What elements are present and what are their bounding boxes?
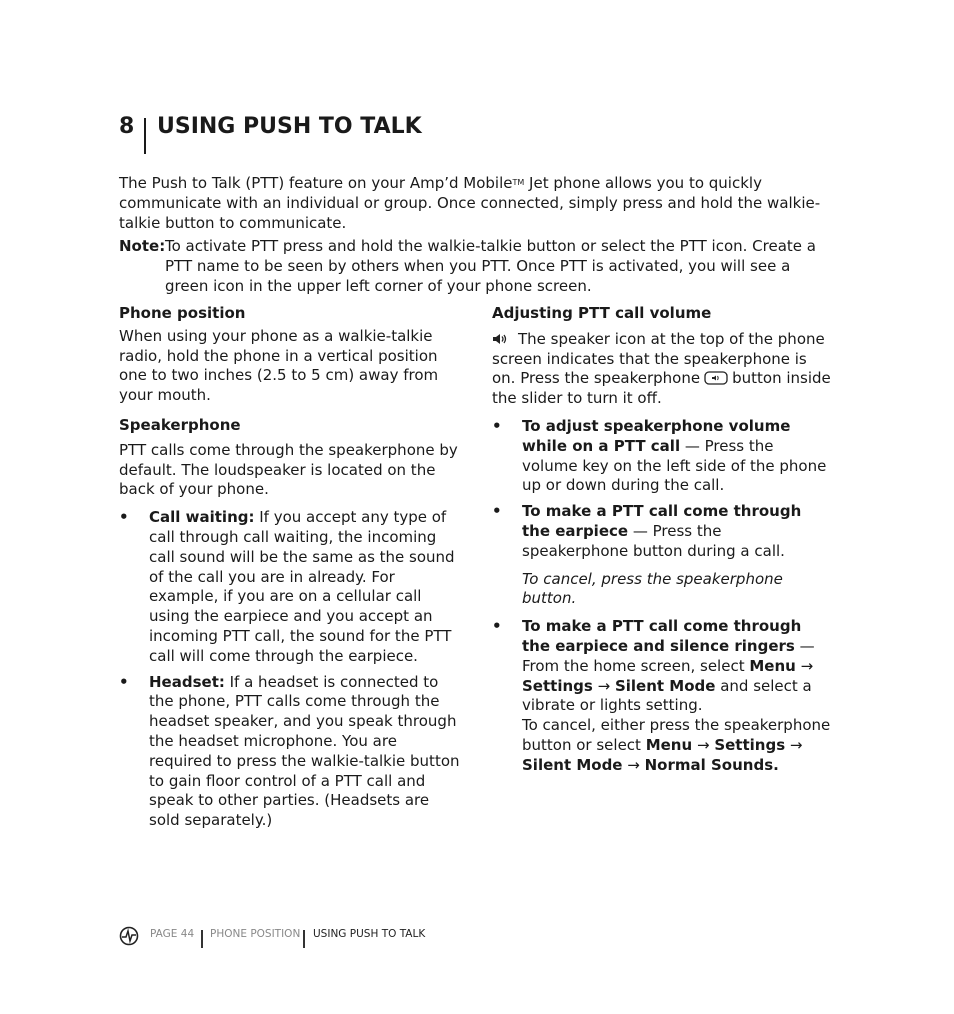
page-number: PAGE 44	[150, 928, 195, 940]
phone-position-heading: Phone position	[119, 304, 246, 322]
speaker-icon-paragraph	[492, 330, 832, 409]
speakerphone-text: PTT calls come through the speakerphone by default. The loudspeaker is located on the back of your phone.	[119, 440, 458, 499]
footer-chapter: USING PUSH TO TALK	[313, 928, 426, 940]
footer-divider	[201, 930, 203, 948]
speaker-icon	[492, 332, 510, 346]
chapter-number: 8	[119, 114, 135, 139]
earpiece-lead: To make a PTT call come through the earpiece	[522, 502, 802, 540]
adjusting-volume-heading: Adjusting PTT call volume	[492, 304, 712, 322]
call-waiting-text: If you accept any type of call through call waiting, the incoming call sound will be the same as the sound of the call you are in already. For example, if you are on a cellular call using the earpiece and you accept an incoming PTT call, the sound for the PTT call will come through the earpiece.	[149, 508, 455, 665]
earpiece-text: — Press the speakerphone button during a call.	[522, 521, 785, 560]
intro-paragraph	[119, 173, 839, 233]
menu-path-settings: Settings	[522, 676, 593, 695]
left-column	[119, 304, 464, 831]
speakerphone-press-text: Press the speakerphone	[515, 369, 701, 388]
menu-arrow: →	[800, 656, 814, 675]
note-block	[119, 236, 835, 296]
list-item: • Call waiting: If you accept any type of call through call waiting, the incoming call sound will be the same as the sound of the call you are in already. For example, if you are on a cellular call using the earpiece and you accept an incoming PTT call, the sound for the PTT call will come through the earpiece.	[119, 508, 455, 665]
intro-text-2: Jet phone allows you to quickly communicate with an individual or group. Once connected, simply press and hold the walkie-talkie button to communicate.	[119, 174, 821, 232]
menu-path-silent-mode: Silent Mode	[614, 676, 716, 695]
silence-ringers-text-2: and select a vibrate or lights setting.	[522, 676, 812, 715]
speaker-icon-text: The speaker icon at the top of the phone screen indicates that the speakerphone is on.	[492, 329, 825, 388]
menu-path-menu: Menu	[645, 735, 693, 754]
menu-arrow: →	[789, 735, 803, 754]
brand-logo-icon	[119, 926, 139, 946]
chapter-divider	[144, 118, 146, 154]
silence-ringers-text-1: — From the home screen, select	[522, 636, 815, 675]
menu-path-normal-sounds: Normal Sounds.	[644, 755, 779, 774]
footer-divider	[303, 930, 305, 948]
menu-arrow: →	[696, 735, 710, 754]
speakerphone-button-icon	[704, 371, 728, 385]
right-column	[492, 304, 832, 776]
menu-arrow: →	[627, 755, 640, 774]
menu-arrow: →	[597, 676, 611, 695]
headset-text: If a headset is connected to the phone, PTT calls come through the headset speaker, and you speak through the headset microphone. You are required to press the walkie-talkie button to gain floor control of a PTT call and speak to other parties. (Headsets are sold separately.)	[149, 672, 460, 830]
adjust-volume-lead: To adjust speakerphone volume while on a PTT call	[522, 416, 791, 455]
list-item: • To make a PTT call come through the earpiece and silence ringers — From the home screen, select Menu → Settings → Silent Mode and select a vibrate or lights setting. To cancel, either press the speakerphone button or select Menu → Settings → Silent Mode → Normal Sounds.	[492, 617, 831, 774]
page-footer	[119, 924, 519, 950]
intro-text-1: The Push to Talk (PTT) feature on your Amp’d Mobile	[119, 174, 513, 192]
list-item: • To adjust speakerphone volume while on a PTT call — Press the volume key on the left side of the phone up or down during the call.	[492, 416, 827, 495]
menu-path-silent-mode: Silent Mode	[522, 755, 623, 774]
chapter-title: USING PUSH TO TALK	[157, 114, 422, 139]
menu-path-menu: Menu	[749, 656, 796, 675]
speakerphone-off-text: button inside the slider to turn it off.	[492, 369, 831, 408]
phone-position-text: When using your phone as a walkie-talkie radio, hold the phone in a vertical position one to two inches (2.5 to 5 cm) away from your mouth.	[119, 326, 439, 405]
adjust-volume-text: — Press the volume key on the left side of the phone up or down during the call.	[522, 436, 827, 495]
silence-ringers-lead: To make a PTT call come through the earpiece and silence ringers	[522, 617, 802, 655]
call-waiting-lead: Call waiting:	[149, 508, 255, 527]
speakerphone-heading: Speakerphone	[119, 415, 241, 434]
list-item: • Headset: If a headset is connected to the phone, PTT calls come through the headset speaker, and you speak through the headset microphone. You are required to press the walkie-talkie button to gain floor control of a PTT call and speak to other parties. (Headsets are sold separately.)	[119, 672, 460, 830]
menu-path-settings: Settings	[714, 735, 786, 754]
note-text: To activate PTT press and hold the walkie-talkie button or select the PTT icon. Create a PTT name to be seen by others when you PTT. Once PTT is activated, you will see a green icon in the upper left corner of your phone screen.	[165, 237, 816, 295]
headset-lead: Headset:	[149, 672, 225, 691]
footer-section: PHONE POSITION	[210, 928, 301, 940]
cancel-instructions: To cancel, either press the speakerphone button or select	[522, 716, 831, 754]
list-item: • To make a PTT call come through the earpiece — Press the speakerphone button during a call.	[492, 502, 802, 560]
note-label: Note:	[119, 237, 166, 255]
trademark: TM	[512, 178, 525, 187]
cancel-note: To cancel, press the speakerphone button.	[522, 569, 783, 608]
